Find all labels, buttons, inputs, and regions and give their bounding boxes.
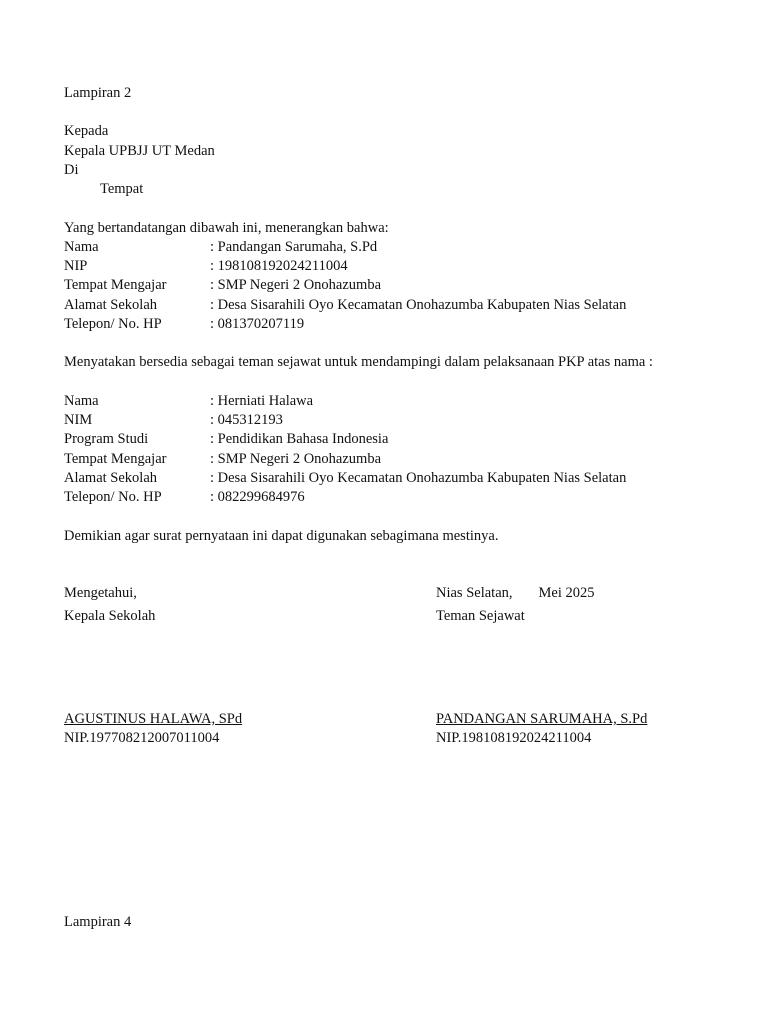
signer-value: : 081370207119 [210, 316, 305, 332]
addressee-recipient: Kepala UPBJJ UT Medan [64, 143, 215, 159]
addressee-to: Kepada [64, 123, 109, 139]
addressee-place: Tempat [100, 181, 144, 197]
signer-label: Tempat Mengajar [64, 277, 167, 293]
signer-label: Alamat Sekolah [64, 297, 158, 313]
student-value: : 082299684976 [210, 489, 305, 505]
signer-value: : 198108192024211004 [210, 258, 348, 274]
student-value: : Herniati Halawa [210, 393, 314, 409]
student-label: Nama [64, 393, 99, 409]
colleague-name: PANDANGAN SARUMAHA, S.Pd [436, 711, 648, 727]
principal-role: Kepala Sekolah [64, 608, 156, 624]
attachment-label-top: Lampiran 2 [64, 85, 132, 101]
closing-text: Demikian agar surat pernyataan ini dapat digunakan sebagimana mestinya. [64, 528, 499, 544]
principal-nip: NIP.197708212007011004 [64, 730, 220, 746]
student-value: : 045312193 [210, 412, 283, 428]
student-label: Tempat Mengajar [64, 451, 167, 467]
place-date-line [436, 584, 595, 603]
signer-label: NIP [64, 258, 88, 274]
signing-place: Nias Selatan, [436, 585, 513, 601]
signer-label: Telepon/ No. HP [64, 316, 162, 332]
student-label: Program Studi [64, 431, 149, 447]
principal-name: AGUSTINUS HALAWA, SPd [64, 711, 243, 727]
acknowledged-label: Mengetahui, [64, 585, 137, 601]
statement-text: Menyatakan bersedia sebagai teman sejawat untuk mendampingi dalam pelaksanaan PKP atas nama : [64, 354, 653, 370]
attachment-label-bottom: Lampiran 4 [64, 914, 132, 930]
signing-date: Mei 2025 [538, 585, 595, 601]
student-label: Alamat Sekolah [64, 470, 158, 486]
student-label: NIM [64, 412, 93, 428]
intro-text: Yang bertandatangan dibawah ini, menerangkan bahwa: [64, 220, 389, 236]
addressee-at: Di [64, 162, 79, 178]
signer-label: Nama [64, 239, 99, 255]
student-label: Telepon/ No. HP [64, 489, 162, 505]
student-value: : Pendidikan Bahasa Indonesia [210, 431, 389, 447]
signer-value: : Desa Sisarahili Oyo Kecamatan Onohazumba Kabupaten Nias Selatan [210, 297, 627, 313]
student-value: : Desa Sisarahili Oyo Kecamatan Onohazumba Kabupaten Nias Selatan [210, 470, 627, 486]
colleague-role: Teman Sejawat [436, 608, 525, 624]
colleague-nip: NIP.198108192024211004 [436, 730, 592, 746]
student-value: : SMP Negeri 2 Onohazumba [210, 451, 382, 467]
signer-value: : SMP Negeri 2 Onohazumba [210, 277, 382, 293]
signer-value: : Pandangan Sarumaha, S.Pd [210, 239, 378, 255]
